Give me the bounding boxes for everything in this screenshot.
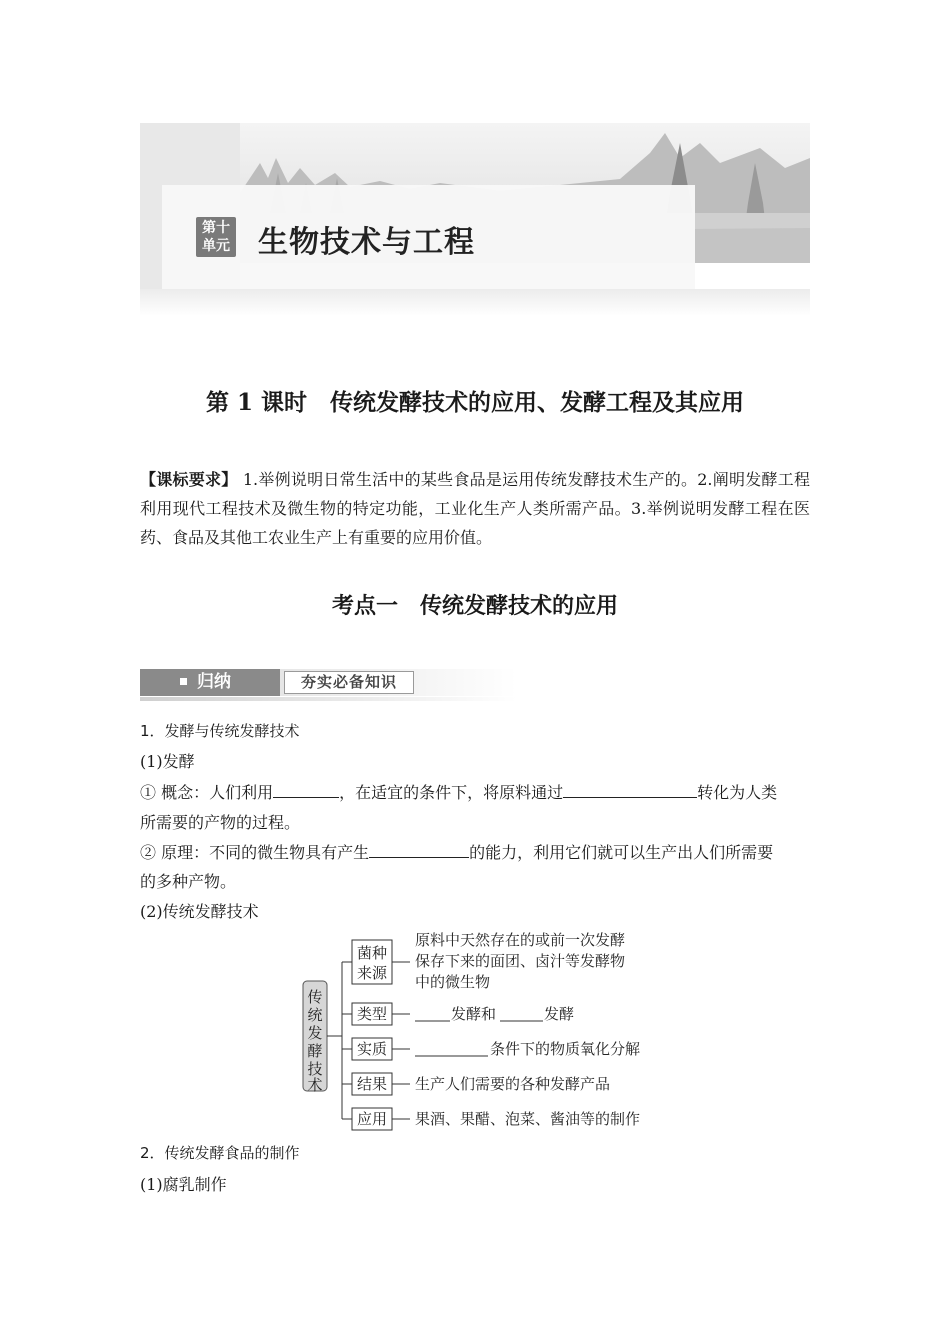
subheading-furu: (1)腐乳制作 bbox=[140, 1175, 227, 1194]
lesson-title: 第 1 课时 传统发酵技术的应用、发酵工程及其应用 bbox=[205, 389, 745, 416]
summary-caption: 夯实必备知识 bbox=[284, 671, 414, 694]
root-char: 传 bbox=[307, 988, 323, 1006]
desc-text: 发酵 bbox=[544, 1005, 575, 1023]
concept-text-c: 转化为人类 bbox=[697, 783, 778, 802]
label-text: 来源 bbox=[356, 964, 388, 982]
concept-text-b: ，在适宜的条件下，将原料通过 bbox=[339, 783, 564, 802]
root-char: 术 bbox=[307, 1076, 323, 1094]
heading-2: 2．传统发酵食品的制作 bbox=[140, 1144, 300, 1162]
summary-tag-label: 归纳 bbox=[197, 672, 231, 692]
section-title: 考点一 传统发酵技术的应用 bbox=[331, 593, 618, 619]
blank-3 bbox=[369, 841, 469, 858]
principle-text-a: ② 原理：不同的微生物具有产生 bbox=[140, 843, 370, 862]
label-text: 结果 bbox=[356, 1075, 388, 1093]
root-char: 统 bbox=[307, 1006, 323, 1024]
blank-2 bbox=[563, 781, 697, 798]
subheading-traditional: (2)传统发酵技术 bbox=[140, 902, 259, 921]
desc-text: 中的微生物 bbox=[415, 973, 491, 991]
traditional-fermentation-diagram bbox=[300, 928, 660, 1138]
desc-text: 生产人们需要的各种发酵产品 bbox=[415, 1075, 611, 1093]
label-text: 实质 bbox=[356, 1040, 388, 1058]
desc-text: 条件下的物质氧化分解 bbox=[490, 1040, 641, 1058]
unit-badge bbox=[196, 217, 236, 257]
summary-bar bbox=[140, 669, 517, 701]
label-text: 应用 bbox=[356, 1110, 388, 1128]
subheading-fermentation: (1)发酵 bbox=[140, 752, 195, 771]
concept-line bbox=[140, 778, 810, 807]
summary-tag bbox=[140, 669, 280, 696]
root-char: 技 bbox=[307, 1060, 323, 1078]
concept-text-a: ① 概念：人们利用 bbox=[140, 783, 274, 802]
desc-text: 保存下来的面团、卤汁等发酵物 bbox=[415, 952, 626, 970]
curriculum-label: 【课标要求】 bbox=[140, 470, 238, 489]
curriculum-requirement bbox=[140, 465, 810, 552]
concept-line-2: 所需要的产物的过程。 bbox=[140, 813, 301, 832]
summary-underline bbox=[140, 697, 517, 701]
label-text: 菌种 bbox=[356, 944, 388, 962]
desc-text: 发酵和 bbox=[451, 1005, 497, 1023]
square-bullet-icon bbox=[180, 678, 187, 685]
principle-text-b: 的能力，利用它们就可以生产出人们所需要 bbox=[469, 843, 774, 862]
principle-line bbox=[140, 838, 810, 867]
principle-line-2: 的多种产物。 bbox=[140, 872, 237, 891]
desc-text: 原料中天然存在的或前一次发酵 bbox=[415, 931, 626, 949]
curriculum-text: 1.举例说明日常生活中的某些食品是运用传统发酵技术生产的。2.阐明发酵工程利用现代工程技术及微生物的特定功能，工业化生产人类所需产品。3.举例说明发酵工程在医药、食品及其他工农业生产上有重要的应用价值。 bbox=[140, 470, 810, 547]
unit-badge-line1: 第十 bbox=[202, 220, 230, 236]
unit-title: 生物技术与工程 bbox=[258, 225, 475, 260]
unit-badge-line2: 单元 bbox=[202, 238, 230, 254]
label-text: 类型 bbox=[356, 1005, 388, 1023]
root-char: 酵 bbox=[307, 1042, 323, 1060]
unit-banner bbox=[140, 123, 810, 316]
heading-1: 1．发酵与传统发酵技术 bbox=[140, 722, 300, 740]
banner-shadow bbox=[140, 289, 810, 316]
root-char: 发 bbox=[307, 1024, 323, 1042]
desc-text: 果酒、果醋、泡菜、酱油等的制作 bbox=[415, 1110, 641, 1128]
blank-1 bbox=[273, 781, 339, 798]
